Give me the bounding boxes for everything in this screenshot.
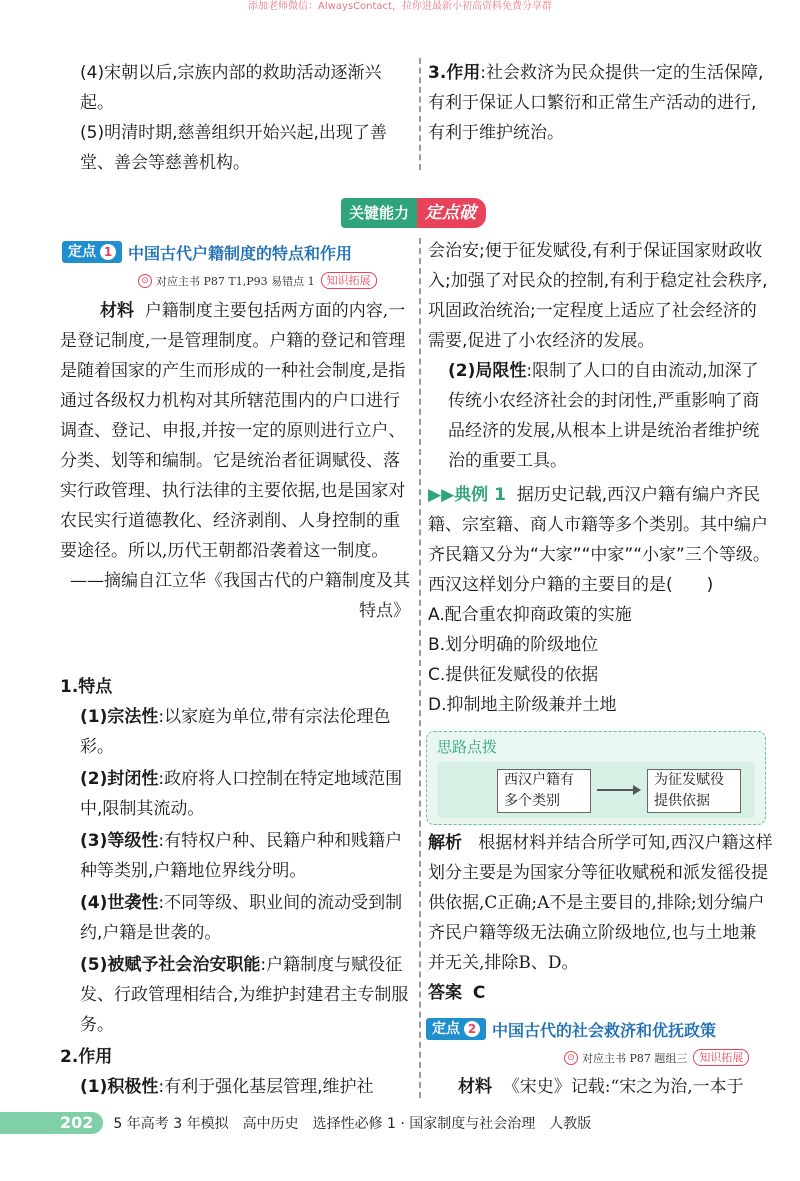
section-header <box>341 198 486 228</box>
features-title: 1.特点 <box>60 677 113 697</box>
analysis-text: 根据材料并结合所学可知,西汉户籍这样划分主要是为国家分等征收赋税和派发徭役提供依据,C正确;A不是主要目的,排除;划分编户齐民户籍等级无法确立阶级地位,也与土地兼并无关,排除B、D。 <box>428 833 773 973</box>
silu-box-1: 西汉户籍有多个类别 <box>497 769 591 813</box>
dian1-number: 1 <box>100 244 116 260</box>
material2-label: 材料 <box>458 1077 492 1097</box>
dian1-badge-text: 定点 <box>68 244 96 260</box>
answer-line <box>428 978 773 1008</box>
material1-text: 户籍制度主要包括两方面的内容,一是登记制度,一是管理制度。户籍的登记和管理是随着国家的产生而形成的一种社会制度,是指通过各级权力机构对其所辖范围内的户口进行调查、登记、申报,并按一定的原则进行立户、分类、划等和编制。它是统治者征调赋役、落实行政管理、执行法律的主要依据,也是国家对农民实行道德教化、经济剥削、人身控制的重要途径。所以,历代王朝都沿袭着这一制度。 <box>60 301 406 561</box>
feature-2-label: (2)封闭性 <box>80 769 159 789</box>
example1-label-text: 典例 1 <box>454 485 506 505</box>
silu-flow <box>437 762 755 818</box>
feature-3-text: :有特权户种、民籍户种和贱籍户种等类别,户籍地位界线分明。 <box>80 831 403 881</box>
negative-label: (2)局限性 <box>448 361 527 381</box>
silu-box <box>426 731 766 825</box>
feature-5-label: (5)被赋予社会治安职能 <box>80 955 261 975</box>
negative-text: :限制了人口的自由流动,加深了传统小农经济社会的封闭性,严重影响了商品经济的发展,从根本上讲是统治者维护统治的重要工具。 <box>448 361 760 471</box>
section-header-right: 定点破 <box>417 198 486 228</box>
analysis-block <box>428 828 773 1008</box>
answer-value: C <box>472 983 486 1003</box>
effects-positive-start <box>60 1072 410 1102</box>
option-a: A.配合重农抑商政策的实施 <box>428 605 632 625</box>
feature-item-5 <box>60 950 410 1040</box>
page-footer <box>0 1111 800 1135</box>
arrow-right-icon <box>597 789 639 791</box>
feature-2-text: :政府将人口控制在特定地域范围中,限制其流动。 <box>80 769 403 819</box>
example1-text: 据历史记载,西汉户籍有编户齐民籍、宗室籍、商人市籍等多个类别。其中编户齐民籍又分为“大家”“中家”“小家”三个等级。西汉这样划分户籍的主要目的是( ) <box>428 485 770 595</box>
history-item-4: (4)宋朝以后,宗族内部的救助活动逐渐兴起。 <box>80 63 382 113</box>
feature-4-label: (4)世袭性 <box>80 893 159 913</box>
top-right-column <box>428 58 773 148</box>
footer-text: 5 年高考 3 年模拟 高中历史 选择性必修 1 · 国家制度与社会治理 人教版 <box>113 1116 592 1132</box>
option-d: D.抑制地主阶级兼并土地 <box>428 695 617 715</box>
material1-block <box>60 296 410 626</box>
positive-text: :有利于强化基层管理,维护社 <box>158 1077 374 1097</box>
dian2-badge <box>426 1018 486 1040</box>
feature-item-1 <box>60 702 410 762</box>
negative-paragraph <box>428 356 773 476</box>
effects-title: 2.作用 <box>60 1047 113 1067</box>
analysis-label: 解析 <box>428 833 462 853</box>
example1-stem <box>428 480 773 600</box>
positive-label: (1)积极性 <box>80 1077 159 1097</box>
target-icon: ⊙ <box>138 274 152 288</box>
feature-1-text: :以家庭为单位,带有宗法伦理色彩。 <box>80 707 391 757</box>
positive-continued: 会治安;便于征发赋役,有利于保证国家财政收入;加强了对民众的控制,有利于稳定社会秩序,巩固政治统治;一定程度上适应了社会经济的需要,促进了小农经济的发展。 <box>428 241 768 351</box>
top-left-column <box>60 58 410 178</box>
section-header-left: 关键能力 <box>341 198 417 228</box>
top-note: 添加老师微信：AlwaysContact，拉你进最新小初高资料免费分享群 <box>248 1 552 12</box>
dian2-ref-tag: 知识拓展 <box>693 1049 749 1066</box>
answer-label: 答案 <box>428 983 462 1003</box>
option-b: B.划分明确的阶级地位 <box>428 635 599 655</box>
feature-5-text: :户籍制度与赋役征发、行政管理相结合,为维护封建君主专制服务。 <box>80 955 409 1035</box>
page-number: 202 <box>0 1112 103 1134</box>
effect-label: 3.作用 <box>428 63 481 83</box>
feature-item-4 <box>60 888 410 948</box>
dian1-badge <box>62 241 122 263</box>
material1-source: ——摘编自江立华《我国古代的户籍制度及其特点》 <box>70 571 410 621</box>
effects-continued <box>428 236 773 476</box>
option-c: C.提供征发赋役的依据 <box>428 665 599 685</box>
dian1-header <box>62 240 352 264</box>
feature-item-3 <box>60 826 410 886</box>
material2-paragraph <box>428 1072 773 1102</box>
material1-label: 材料 <box>100 301 134 321</box>
material2-block <box>428 1072 773 1102</box>
dian2-header <box>426 1017 716 1041</box>
example1-label: ▶▶典例 1 <box>428 485 506 505</box>
history-item-5: (5)明清时期,慈善组织开始兴起,出现了善堂、善会等慈善机构。 <box>80 123 387 173</box>
dian1-ref-tag: 知识拓展 <box>321 272 377 289</box>
dian1-ref-text: 对应主书 P87 T1,P93 易错点 1 <box>156 274 315 288</box>
material1-paragraph <box>60 296 410 566</box>
dian2-number: 2 <box>464 1021 480 1037</box>
dian2-badge-text: 定点 <box>432 1021 460 1037</box>
silu-title: 思路点拨 <box>437 738 498 756</box>
column-divider-top <box>419 58 421 170</box>
analysis-paragraph <box>428 828 773 978</box>
effect-text: :社会救济为民众提供一定的生活保障,有利于保证人口繁衍和正常生产活动的进行,有利于维护统治。 <box>428 63 764 143</box>
dian2-title: 中国古代的社会救济和优抚政策 <box>492 1020 717 1040</box>
features-block <box>60 672 410 1102</box>
target-icon: ⊙ <box>564 1051 578 1065</box>
dian2-ref-text: 对应主书 P87 题组三 <box>582 1051 688 1065</box>
column-divider-main <box>419 238 421 1098</box>
effect-paragraph <box>428 58 773 148</box>
example1-block <box>428 480 773 720</box>
feature-3-label: (3)等级性 <box>80 831 159 851</box>
dian1-reference <box>138 272 377 289</box>
feature-1-label: (1)宗法性 <box>80 707 159 727</box>
feature-item-2 <box>60 764 410 824</box>
silu-box-2: 为征发赋役提供依据 <box>647 769 741 813</box>
feature-4-text: :不同等级、职业间的流动受到制约,户籍是世袭的。 <box>80 893 403 943</box>
dian1-title: 中国古代户籍制度的特点和作用 <box>128 243 353 263</box>
material2-text: 《宋史》记载:“宋之为治,一本于 <box>502 1077 744 1097</box>
dian2-reference <box>564 1049 749 1066</box>
